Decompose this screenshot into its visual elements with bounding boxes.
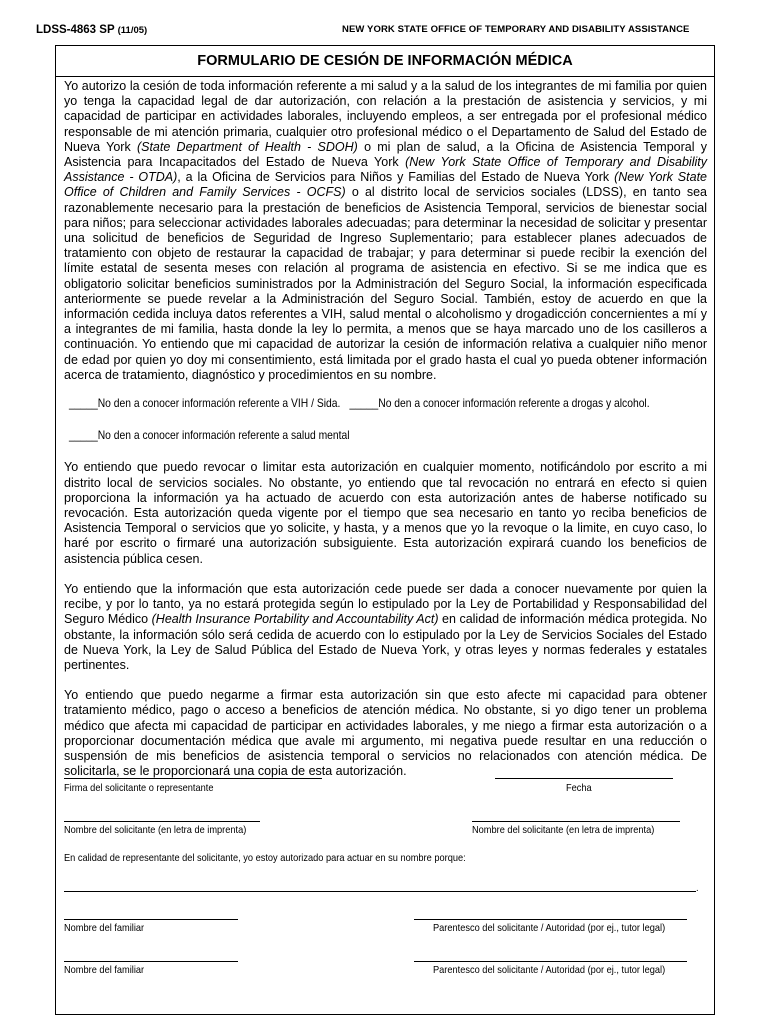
signature-label: Firma del solicitante o representante: [64, 782, 214, 794]
representative-reason-line[interactable]: [64, 891, 696, 892]
family-name-line-2[interactable]: [64, 961, 238, 962]
form-frame: [55, 45, 715, 1015]
relationship-line-1[interactable]: [414, 919, 687, 920]
form-code: LDSS-4863 SP (11/05): [36, 24, 148, 36]
refusal-paragraph: Yo entiendo que puedo negarme a firmar esta autorización sin que esto afecte mi capacidad para obtener tratamiento médico, pago o acceso a beneficios de atención médica. No obstante, si yo digo tener un problema médico que afecta mi capacidad de participar en actividades laborales, y me niego a firmar esta autorización o a proporcionar documentación médica que avale mi argumento, mi negativa puede resultar en una reducción o suspensión de mis beneficios de asistencia temporal o servicios no relacionados con atención médica. De solicitarla, se le proporcionará una copia de esta autorización.: [64, 688, 707, 779]
family-name-label-1: Nombre del familiar: [64, 922, 145, 934]
family-name-line-1[interactable]: [64, 919, 238, 920]
relationship-line-2[interactable]: [414, 961, 687, 962]
applicant-name-line-left[interactable]: [64, 821, 260, 822]
representative-statement: En calidad de representante del solicitante, yo estoy autorizado para actuar en su nombre porque:: [64, 852, 466, 864]
date-label: Fecha: [566, 782, 592, 794]
authorization-paragraph: Yo autorizo la cesión de toda información referente a mi salud y a la salud de los integrantes de mi familia por quien yo tenga la capacidad legal de dar autorización, con relación a la prestación de asistencia y servicios, y mi capacidad de participar en actividades laborales, incluyendo empleos, a ser entregada por el profesional médico responsable de mi atención primaria, cualquier otro profesional médico o el Departamento de Salud del Estado de Nueva York (State Department of Health - SDOH) o mi plan de salud, a la Oficina de Asistencia Temporal y Asistencia para Incapacitados del Estado de Nueva York (New York State Office of Temporary and Disability Assistance - OTDA), a la Oficina de Servicios para Niños y Familias del Estado de Nueva York (New York State Office of Children and Family Services - OCFS) o al distrito local de servicios sociales (LDSS), en tanto sea razonablemente necesario para la prestación de beneficios de Asistencia Temporal, servicios de bienestar social para niños; para seleccionar actividades laborales adecuadas; para determinar la necesidad de solicitar y presentar una solicitud de beneficios de Seguridad de Ingreso Suplementario; para establecer planes adecuados de tratamiento con objeto de restaurar la capacidad de trabajar; y para determinar si puede recibir la exención del límite estatal de sesenta meses con relación al programa de asistencia en efectivo. Si se me indica que es obligatorio solicitar beneficios suministrados por la Administración del Seguro Social, la información especificada anteriormente se puede revelar a la Administración del Seguro Social. También, estoy de acuerdo en que la información cedida incluya datos referentes a VIH, salud mental o alcoholismo y drogadicción concernientes a mí y a integrantes de mi familia, hasta donde la ley lo permita, a menos que se haya marcado uno de los casilleros a continuación. Yo entiendo que mi capacidad de autorizar la cesión de información relativa a cualquier niño menor de edad por quien yo doy mi consentimiento, está limitada por el grado hasta el cual yo pueda obtener información acerca de tratamiento, diagnóstico y procedimientos en su nombre.: [64, 79, 707, 382]
applicant-name-label-left: Nombre del solicitante (en letra de imprenta): [64, 824, 247, 836]
reason-period: .: [696, 882, 699, 894]
checkbox-mental-label: No den a conocer información referente a salud mental: [97, 428, 350, 443]
signature-line[interactable]: [64, 778, 322, 779]
applicant-name-label-right: Nombre del solicitante (en letra de imprenta): [472, 824, 655, 836]
checkbox-hiv-label: No den a conocer información referente a VIH / Sida.: [97, 396, 341, 411]
checkbox-drugs-label: No den a conocer información referente a drogas y alcohol.: [378, 396, 650, 411]
relationship-label-2: Parentesco del solicitante / Autoridad (por ej., tutor legal): [433, 964, 666, 976]
applicant-name-line-right[interactable]: [472, 821, 680, 822]
checkbox-mental[interactable]: _____: [69, 428, 98, 443]
checkbox-drugs[interactable]: _____: [349, 396, 379, 411]
form-title: FORMULARIO DE CESIÓN DE INFORMACIÓN MÉDICA: [56, 46, 714, 77]
checkbox-row-mental: [69, 428, 618, 443]
relationship-label-1: Parentesco del solicitante / Autoridad (por ej., tutor legal): [433, 922, 666, 934]
family-name-label-2: Nombre del familiar: [64, 964, 145, 976]
checkbox-row-hiv-drugs: [69, 396, 650, 411]
agency-name: NEW YORK STATE OFFICE OF TEMPORARY AND DISABILITY ASSISTANCE: [342, 24, 690, 35]
date-line[interactable]: [495, 778, 673, 779]
redisclosure-paragraph: Yo entiendo que la información que esta autorización cede puede ser dada a conocer nuevamente por quien la recibe, y por lo tanto, ya no estará protegida según lo estipulado por la Ley de Portabilidad y Responsabilidad del Seguro Médico (Health Insurance Portability and Accountability Act) en calidad de información médica protegida. No obstante, la información sólo será cedida de acuerdo con lo estipulado por la Ley de Servicios Sociales del Estado de Nueva York, la Ley de Salud Pública del Estado de Nueva York, y otras leyes y normas federales y estatales pertinentes.: [64, 581, 707, 672]
revocation-paragraph: Yo entiendo que puedo revocar o limitar esta autorización en cualquier momento, notificándolo por escrito a mi distrito local de servicios sociales. No obstante, yo entiendo que tal revocación no entrará en efecto si quien proporciona la información ya ha actuado de acuerdo con esta autorización antes de haberse notificado su revocación. Esta autorización queda vigente por el tiempo que sea necesario en tanto yo reciba beneficios de Asistencia Temporal o servicios que yo solicite, y hasta, y a menos que yo la revoque o la limite, en cuyo caso, lo haré por escrito o firmaré una autorización subsiguiente. Esta autorización expirará cuando los beneficios de asistencia pública cesen.: [64, 460, 707, 566]
page-header: [36, 24, 734, 40]
form-content: [56, 77, 714, 779]
checkbox-hiv[interactable]: _____: [69, 396, 98, 411]
